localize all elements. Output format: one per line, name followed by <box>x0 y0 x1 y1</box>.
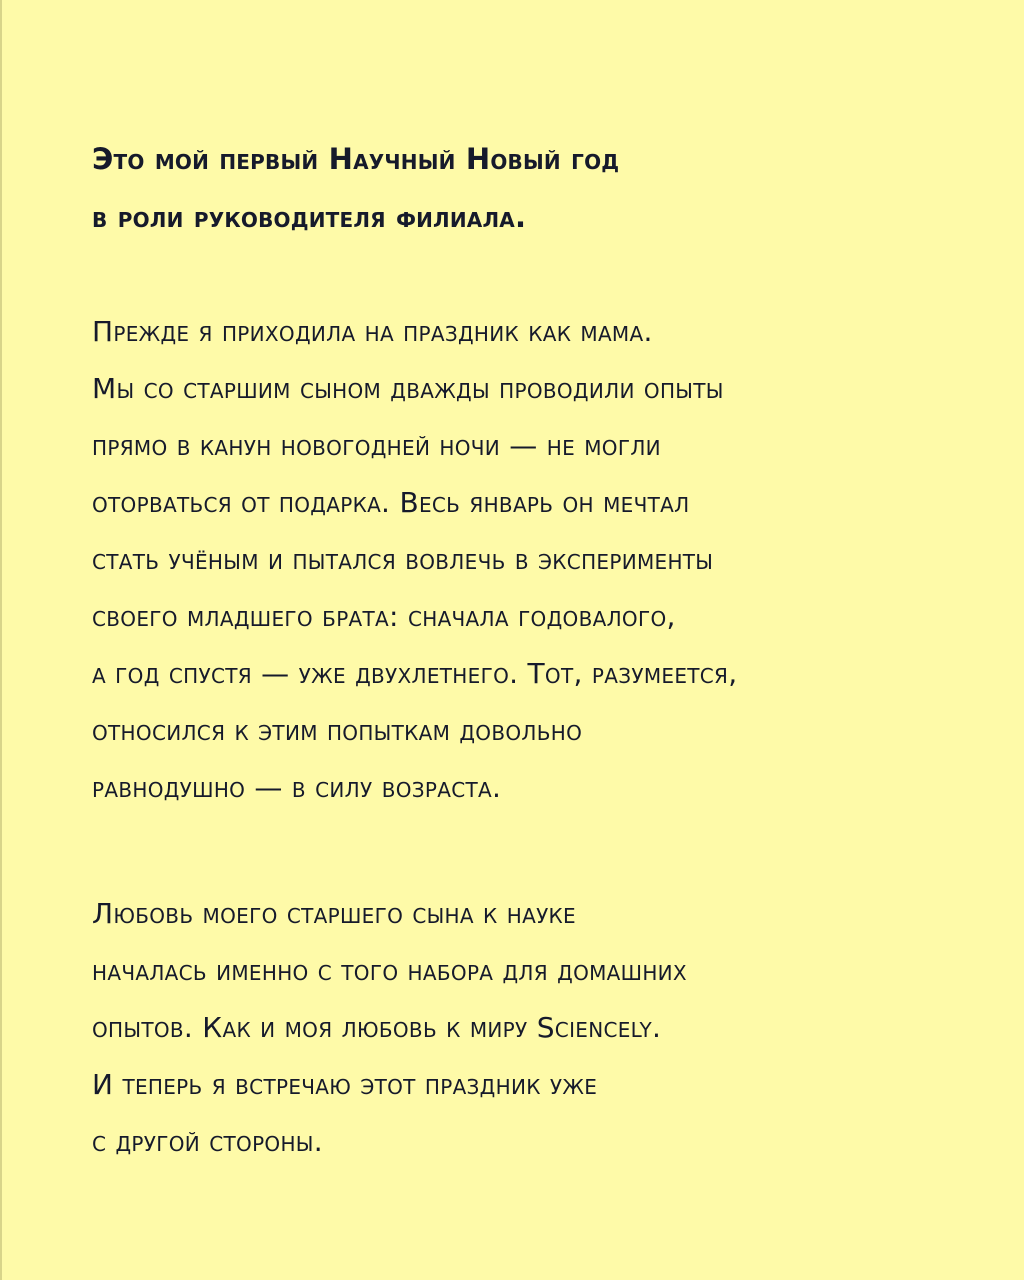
page-left-border <box>0 0 2 1280</box>
page-title <box>92 130 619 246</box>
text-line: Мы со старшим сыном дважды проводили опыты <box>92 372 724 405</box>
text-line: оторваться от подарка. Весь январь он мечтал <box>92 486 690 519</box>
text-line: началась именно с того набора для домашних <box>92 954 687 987</box>
text-line: И теперь я встречаю этот праздник уже <box>92 1068 598 1101</box>
text-line: прямо в канун новогодней ночи — не могли <box>92 429 661 462</box>
text-line: Прежде я приходила на праздник как мама. <box>92 315 653 348</box>
text-line: равнодушно — в силу возраста. <box>92 771 502 804</box>
text-line: опытов. Как и моя любовь к миру Sciencely. <box>92 1011 662 1044</box>
text-line: своего младшего брата: сначала годовалого, <box>92 600 676 633</box>
title-line: Это мой первый Научный Новый год <box>92 142 620 176</box>
text-line: стать учёным и пытался вовлечь в эксперименты <box>92 543 714 576</box>
paragraph-childhood-experiments <box>92 303 737 816</box>
text-line: с другой стороны. <box>92 1125 323 1158</box>
text-line: а год спустя — уже двухлетнего. Тот, разумеется, <box>92 657 738 690</box>
text-line: Любовь моего старшего сына к науке <box>92 897 576 930</box>
text-line: относился к этим попыткам довольно <box>92 714 583 747</box>
title-line: в роли руководителя филиала. <box>92 200 527 234</box>
paragraph-love-of-science <box>92 885 687 1170</box>
